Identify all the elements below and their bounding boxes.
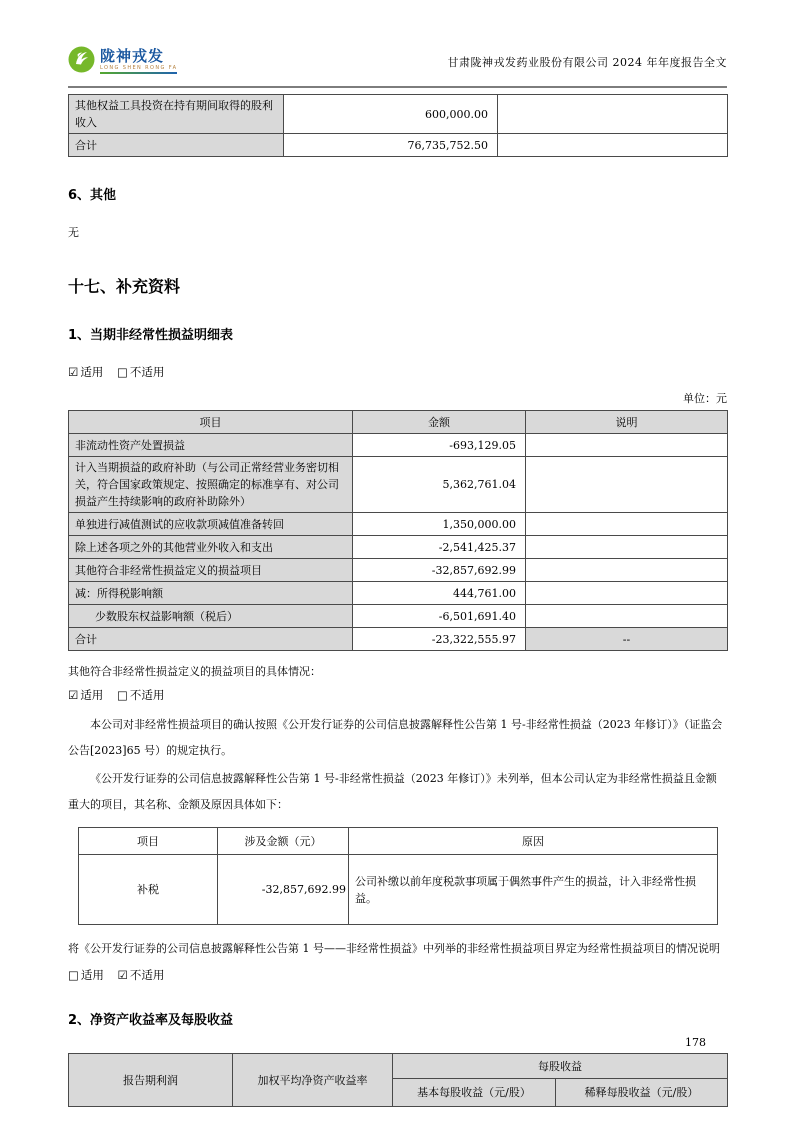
- table-row: [69, 582, 728, 605]
- column-group-header-eps: 每股收益: [393, 1054, 728, 1079]
- logo-circle-icon: [68, 46, 95, 77]
- table-header-row: [79, 828, 718, 855]
- amount-cell: 5,362,761.04: [353, 457, 526, 513]
- note-cell: [526, 513, 728, 536]
- brand-underline-bar: [100, 72, 177, 74]
- item-cell: 非流动性资产处置损益: [69, 434, 353, 457]
- applicable-option: [68, 968, 104, 982]
- applicable-option: [68, 365, 103, 379]
- note-cell: [498, 134, 728, 157]
- not-applicable-label: 不适用: [129, 688, 165, 702]
- table-row: [69, 457, 728, 513]
- item-cell: 合计: [69, 628, 353, 651]
- table-header-row: [69, 1054, 728, 1079]
- applicability-line: [68, 687, 727, 703]
- amount-cell: 444,761.00: [353, 582, 526, 605]
- table-total-row: [69, 628, 728, 651]
- note-cell: [526, 457, 728, 513]
- paragraph-unlisted-items: 《公开发行证券的公司信息披露解释性公告第 1 号-非经常性损益（2023 年修订）》未列举，但本公司认定为非经常性损益且金额重大的项目，其名称、金额及原因具体如下：: [68, 772, 717, 811]
- brand-name-en: LONG SHEN RONG FA: [100, 65, 178, 71]
- checkbox-checked-icon: ☑: [68, 688, 79, 702]
- table-row: [69, 513, 728, 536]
- checkbox-checked-icon: ☑: [68, 365, 79, 379]
- note-cell: [526, 559, 728, 582]
- brand-name-cn: 陇神戎发: [100, 47, 165, 65]
- column-header-amount: 涉及金额（元）: [218, 828, 349, 855]
- column-header-diluted-eps: 稀释每股收益（元/股）: [556, 1079, 728, 1107]
- item-cell: 其他权益工具投资在持有期间取得的股利收入: [69, 95, 284, 134]
- table-row: [69, 134, 728, 157]
- note-cell: --: [526, 628, 728, 651]
- table-header-row: [69, 411, 728, 434]
- document-title: 甘肃陇神戎发药业股份有限公司 2024 年年度报告全文: [447, 55, 727, 69]
- reason-table: [78, 827, 718, 925]
- amount-cell: -32,857,692.99: [218, 855, 349, 925]
- table-row: [69, 559, 728, 582]
- amount-cell: 600,000.00: [284, 95, 498, 134]
- checkbox-checked-icon: ☑: [117, 968, 128, 982]
- closing-statement: 将《公开发行证券的公司信息披露解释性公告第 1 号——非经常性损益》中列举的非经常性损益项目界定为经常性损益项目的情况说明: [68, 942, 720, 955]
- item-cell: 少数股东权益影响额（税后）: [69, 605, 353, 628]
- amount-cell: 76,735,752.50: [284, 134, 498, 157]
- column-header-amount: 金额: [353, 411, 526, 434]
- roe-eps-table: [68, 1053, 728, 1107]
- amount-cell: -693,129.05: [353, 434, 526, 457]
- item-cell: 减：所得税影响额: [69, 582, 353, 605]
- reason-cell: 公司补缴以前年度税款事项属于偶然事件产生的损益，计入非经常性损益。: [349, 855, 718, 925]
- amount-cell: -32,857,692.99: [353, 559, 526, 582]
- section-heading-6: 6、其他: [68, 188, 117, 203]
- not-applicable-label: 不适用: [129, 365, 165, 379]
- amount-cell: -2,541,425.37: [353, 536, 526, 559]
- applicable-label: 适用: [80, 365, 104, 379]
- applicable-label: 适用: [80, 688, 104, 702]
- carryover-table: [68, 94, 728, 157]
- note-cell: [526, 536, 728, 559]
- column-header-item: 项目: [69, 411, 353, 434]
- not-applicable-option: [117, 688, 164, 702]
- table-row: [79, 855, 718, 925]
- amount-cell: 1,350,000.00: [353, 513, 526, 536]
- applicable-option: [68, 688, 103, 702]
- checkbox-unchecked-icon: □: [116, 365, 128, 379]
- subsection-heading-2: 2、净资产收益率及每股收益: [68, 1013, 234, 1028]
- note-cell: [498, 95, 728, 134]
- note-cell: [526, 582, 728, 605]
- table-row: [69, 536, 728, 559]
- company-logo: [68, 46, 177, 77]
- column-header-item: 项目: [79, 828, 218, 855]
- page-header: [68, 46, 727, 88]
- applicability-line: [68, 967, 727, 983]
- amount-cell: -6,501,691.40: [353, 605, 526, 628]
- unit-label: 单位：元: [683, 392, 727, 405]
- column-header-basic-eps: 基本每股收益（元/股）: [393, 1079, 556, 1107]
- item-cell: 计入当期损益的政府补助（与公司正常经营业务密切相关，符合国家政策规定、按照确定的标准享有、对公司损益产生持续影响的政府补助除外）: [69, 457, 353, 513]
- table-row: [69, 95, 728, 134]
- page-number: 178: [685, 1036, 706, 1049]
- applicable-label: 适用: [80, 968, 104, 982]
- not-applicable-option: [118, 968, 165, 982]
- item-cell: 单独进行减值测试的应收款项减值准备转回: [69, 513, 353, 536]
- item-cell: 补税: [79, 855, 218, 925]
- item-cell: 合计: [69, 134, 284, 157]
- details-intro: 其他符合非经常性损益定义的损益项目的具体情况：: [68, 665, 321, 678]
- section-6-body: 无: [68, 226, 79, 239]
- item-cell: 除上述各项之外的其他营业外收入和支出: [69, 536, 353, 559]
- note-cell: [526, 605, 728, 628]
- item-cell: 其他符合非经常性损益定义的损益项目: [69, 559, 353, 582]
- nonrecurring-table: [68, 410, 728, 651]
- subsection-heading-1: 1、当期非经常性损益明细表: [68, 328, 234, 343]
- logo-text-block: [100, 49, 177, 74]
- applicability-line: [68, 364, 727, 380]
- paragraph-confirmation-basis: 本公司对非经常性损益项目的确认按照《公开发行证券的公司信息披露解释性公告第 1 号-非经常性损益（2023 年修订）》（证监会公告[2023]65 号）的规定执行。: [68, 718, 723, 757]
- column-header-reason: 原因: [349, 828, 718, 855]
- not-applicable-label: 不适用: [129, 968, 165, 982]
- amount-cell: -23,322,555.97: [353, 628, 526, 651]
- table-row: [69, 605, 728, 628]
- checkbox-unchecked-icon: □: [116, 688, 128, 702]
- section-heading-17: 十七、补充资料: [68, 277, 181, 296]
- table-row: [69, 434, 728, 457]
- column-header-weighted-roe: 加权平均净资产收益率: [233, 1054, 393, 1107]
- checkbox-unchecked-icon: □: [68, 968, 79, 982]
- column-header-note: 说明: [526, 411, 728, 434]
- column-header-profit: 报告期利润: [69, 1054, 233, 1107]
- note-cell: [526, 434, 728, 457]
- not-applicable-option: [117, 365, 164, 379]
